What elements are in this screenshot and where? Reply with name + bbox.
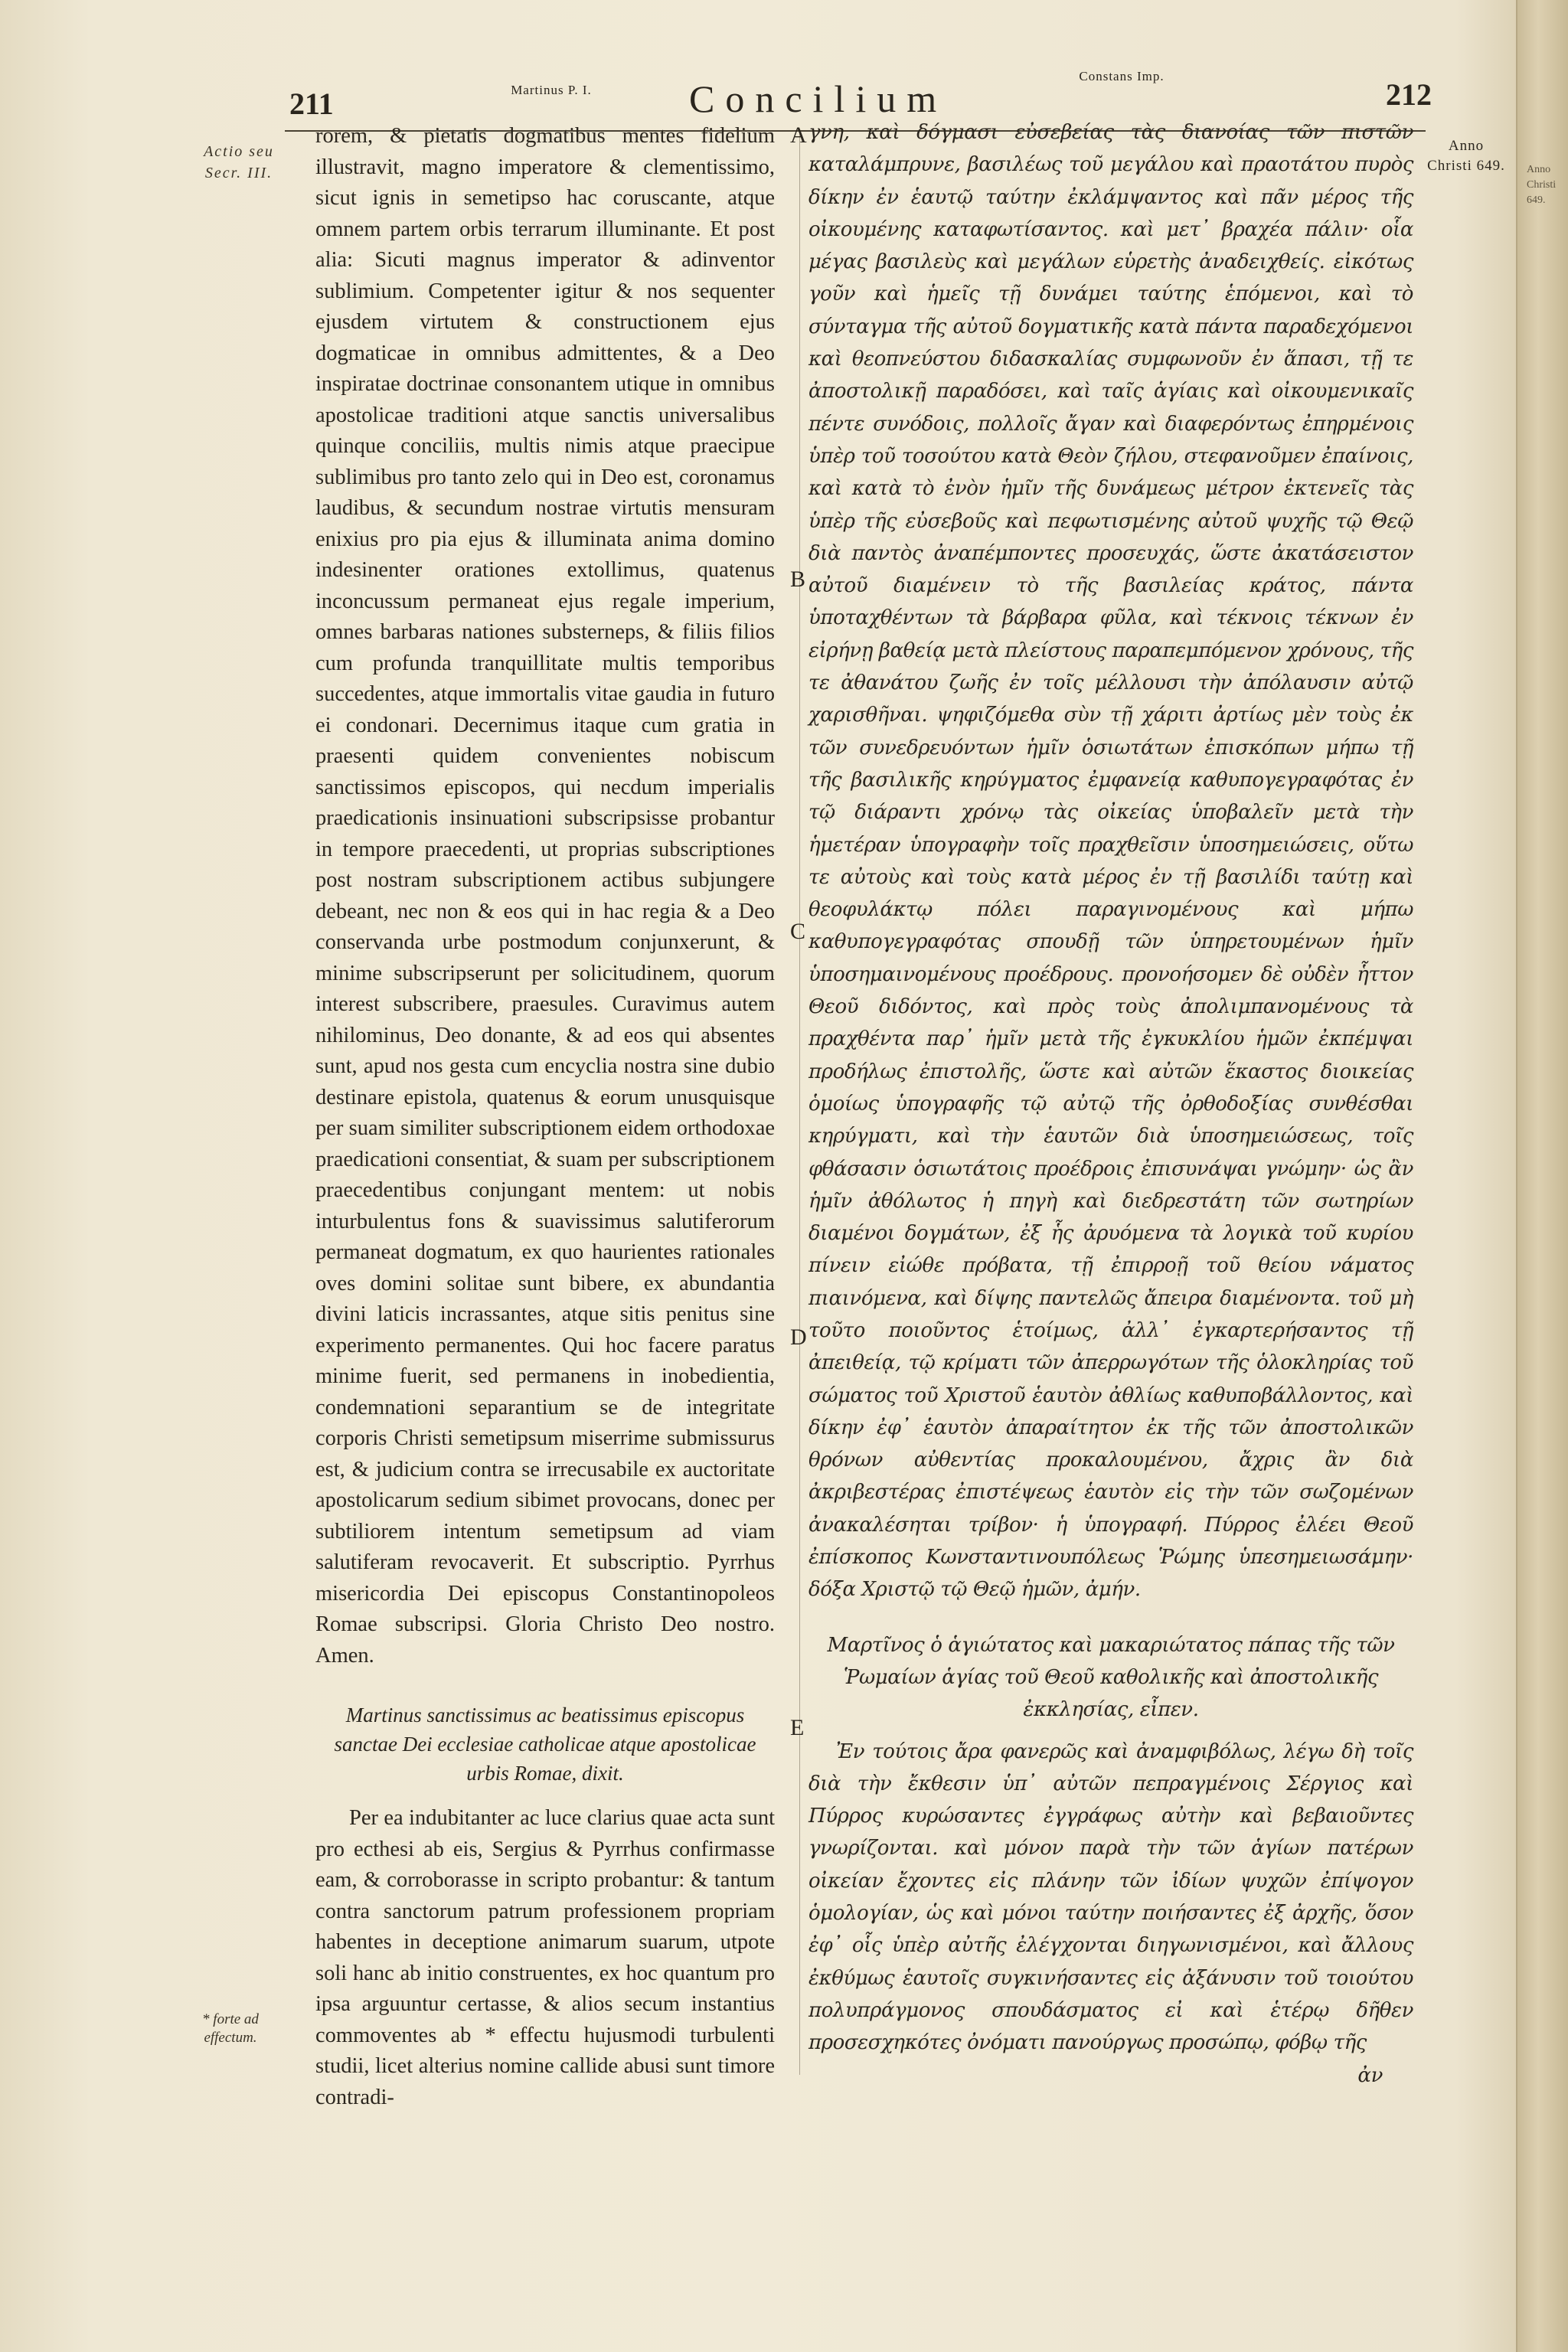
section-letter-a: A — [790, 122, 807, 148]
latin-column — [315, 121, 775, 2113]
page-number-right: 212 — [1386, 77, 1432, 112]
greek-column — [808, 116, 1413, 2092]
running-head-center: Concilium — [689, 77, 948, 120]
section-letter-b: B — [790, 567, 806, 592]
latin-paragraph-2: Per ea indubitanter ac luce clarius quae acta sunt pro ecthesi ab eis, Sergius & Pyrrhus confirmasse eam, & corroborasse in scripto probantur: & tantum contra sanctorum patrum professionem propriam habentes in deceptione animarum suarum, utpote soli hanc ab initio construentes, ex hoc quantum pro ipsa arguuntur certasse, & alios secum instantius commoventes ab * effectu hujusmodi turbulenti studii, licet alterius nomine callide abusi sunt timore contradi- — [315, 1806, 775, 2109]
facing-page-edge — [1516, 0, 1568, 2352]
greek-paragraph-1: γνη, καὶ δόγμασι εὐσεβείας τὰς διανοίας τῶν πιστῶν καταλάμπρυνε, βασιλέως τοῦ μεγάλου καὶ πραοτάτου πυρὸς δίκην ἐν ἑαυτῷ ταύτην ἐκλάμψαντος καὶ πᾶν μέρος τῆς οἰκουμένης καταφωτίσαντος. καὶ μετ᾽ βραχέα πάλιν· οἷα μέγας βασιλεὺς καὶ μεγάλων εὑρετὴς ἀναδειχθείς. εἰκότως γοῦν καὶ ἡμεῖς τῇ δυνάμει ταύτης ἑπόμενοι, καὶ τὸ σύνταγμα τῆς αὐτοῦ δογματικῆς κατὰ πάντα παραδεχόμενοι καὶ θεοπνεύστου διδασκαλίας συμφωνοῦν ἐν ἅπασι, τῇ τε ἀποστολικῇ παραδόσει, καὶ ταῖς ἁγίαις καὶ οἰκουμενικαῖς πέντε συνόδοις, πολλοῖς ἄγαν καὶ διαφερόντως ἐπηρμένοις ὑπὲρ τοῦ τοσούτου κατὰ Θεὸν ζήλου, στεφανοῦμεν ἐπαίνοις, καὶ κατὰ τὸ ἐνὸν ἡμῖν τῆς δυνάμεως μέτρον ἐκτενεῖς τὰς ὑπὲρ τῆς εὐσεβοῦς καὶ πεφωτισμένης αὐτοῦ ψυχῆς τῷ Θεῷ διὰ παντὸς ἀναπέμποντες προσευχάς, ὥστε ἀκατάσειστον αὐτοῦ διαμένειν τὸ τῆς βασιλείας κράτος, πάντα ὑποταχθέντων τὰ βάρβαρα φῦλα, καὶ τέκνοις τέκνων ἐν εἰρήνῃ βαθείᾳ μετὰ πλείστους παραπεμπόμενον χρόνους, τῆς τε ἀθανάτου ζωῆς ἐν τοῖς μέλλουσι τὴν ἀπόλαυσιν αὐτῷ χαρισθῆναι. ψηφιζόμεθα σὺν τῇ χάριτι ἀρτίως μὲν τοὺς ἐκ τῶν συνεδρευόντων ἡμῖν ὁσιωτάτων ἐπισκόπων μήπω τῇ τῆς βασιλικῆς κηρύγματος ἐμφανείᾳ καθυπογεγραφότας ἐν τῷ διάραντι χρόνῳ τὰς οἰκείας ὑποβαλεῖν μετὰ τὴν ἡμετέραν ὑπογραφὴν τοῖς πραχθεῖσιν ὑποσημειώσεις, οὕτω τε αὐτοὺς καὶ τοὺς κατὰ μέρος ἐν τῇ βασιλίδι ταύτῃ καὶ θεοφυλάκτῳ πόλει παραγινομένους καὶ μήπω καθυπογεγραφότας σπουδῇ τῶν ὑπηρετουμένων ἡμῖν ὑποσημαινομένους προέδρους. προνοήσομεν δὲ οὐδὲν ἧττον Θεοῦ διδόντος, καὶ πρὸς τοὺς ἀπολιμπανομένους τὰ πραχθέντα παρ᾽ ἡμῖν μετὰ τῆς ἐγκυκλίου ἡμῶν ἐκπέμψαι προδήλως ἐπιστολῆς, ὥστε καὶ αὐτῶν ἕκαστος διοικείας ὁμοίως ὑπογραφῆς τῷ αὐτῷ τῆς ὀρθοδοξίας συνθέσθαι κηρύγματι, καὶ τὴν ἑαυτῶν διὰ ὑποσημειώσεως, τοῖς φθάσασιν ὁσιωτάτοις προέδροις ἐπισυνάψαι γνώμην· ὡς ἂν ἡμῖν ἀθόλωτος ἡ πηγὴ καὶ διεδρεστάτη τῶν σωτηρίων διαμένοι δογμάτων, ἐξ ἧς ἀρυόμενα τὰ λογικὰ τοῦ κυρίου πίνειν εἰώθε πρόβατα, τῇ ἐπιρροῇ τοῦ θείου νάματος πιαινόμενα, καὶ δίψης παντελῶς ἄπειρα διαμένοντα. τοῦ μὴ τοῦτο ποιοῦντος ἑτοίμως, ἀλλ᾽ ἐγκαρτερήσαντος τῇ ἀπειθείᾳ, τῷ κρίματι τῶν ἀπερρωγότων τῆς ὁλοκληρίας τοῦ σώματος τοῦ Χριστοῦ ἑαυτὸν ἀθλίως καθυποβάλλοντος, καὶ δίκην ἐφ᾽ ἑαυτὸν ἀπαραίτητον ἐκ τῆς τῶν ἀποστολικῶν θρόνων αὐθεντίας προκαλουμένου, ἄχρις ἂν διὰ ἀκριβεστέρας ἐπιστέψεως ἑαυτὸν εἰς τὴν τῶν σωζομένων ἀνακαλέσηται τρίβον· ἡ ὑπογραφή. Πύρρος ἐλέει Θεοῦ ἐπίσκοπος Κωνσταντινουπόλεως Ῥώμης ὑπεσημειωσάμην· δόξα Χριστῷ τῷ Θεῷ ἡμῶν, ἀμήν. — [808, 121, 1413, 1602]
greek-paragraph-2: Ἐν τούτοις ἄρα φανερῶς καὶ ἀναμφιβόλως, λέγω δὴ τοῖς διὰ τὴν ἔκθεσιν ὑπ᾽ αὐτῶν πεπραγμένοις Σέργιος καὶ Πύρρος κυρώσαντες ἐγγράφως αὐτὴν καὶ βεβαιοῦντες γνωρίζονται. καὶ μόνον παρὰ τὴν τῶν ἁγίων πατέρων οἰκείαν ἔχοντες εἰς πλάνην τῶν ἰδίων ψυχῶν ἐπίψογον ὁμολογίαν, ὡς καὶ μόνοι ταύτην ποιήσαντες ἐξ ἀρχῆς, ὅσον ἐφ᾽ οἷς ὑπὲρ αὐτῆς ἐλέγχονται διηγωνισμένοι, καὶ ἄλλους ἐκθύμως ἑαυτοῖς συγκινήσαντες εἰς ἀξάνυσιν τοῦ τοιούτου πολυπράγμονος σπουδάσματος εἰ καὶ ἑτέρῳ δῆθεν προσεσχηκότες ὀνόματι πανούργως προσώπῳ, φόβῳ τῆς — [808, 1740, 1413, 2055]
margin-note-forte: * forte ad effectum. — [202, 2011, 259, 2046]
latin-paragraph-1: rorem, & pietatis dogmatibus mentes fidelium illustravit, magno imperatore & clementissimo, sicut ignis in semetipso hac coruscante, atque omnem partem orbis terrarum illuminante. Et post alia: Sicuti magnus imperator & adinventor sublimium. Competenter igitur & nos sequenter ejusdem virtutem & constructionem ejus dogmaticae in omnibus admittentes, & a Deo inspiratae doctrinae consonantem utique in omnibus apostolicae traditioni atque sanctis universalibus quinque conciliis, multis nimis atque praecipue sublimibus pro tanto zelo qui in Deo est, coronamus laudibus, & secundum nostrae virtutis mensuram enixius pro pia ejus & illuminata anima domino indesinenter orationes extollimus, quatenus inconcussum permaneat ejus regale imperium, omnes barbaras nationes substerneps, & filiis filios cum profunda tranquillitate multis temporibus succedentes, atque immortalis vitae gaudia in futuro ei condonari. Decernimus itaque cum gratia in praesenti quidem convenientes nobiscum sanctissimos episcopos, qui necdum imperialis praedicationis insinuationi subscripsisse probantur in tempore praecedenti, ut proprias subscriptiones post nostram subscriptionem actibus subjungere debeant, nec non & eos qui in hac regia & a Deo conservanda urbe postmodum conjunxerunt, & minime subscripserunt per solicitudinem, quorum interest subscribere, praesules. Curavimus autem nihilominus, Deo donante, & ad eos qui absentes sunt, apud nos gesta cum encyclia nostra sine dubio destinare epistola, quatenus & eorum unusquisque per suam similiter subscriptionem eidem orthodoxae praedicationi consentiat, & suam per subscriptionem praecedentibus conjungant mentem: ut nobis inturbulentus fons & suavissimus salutiferorum permaneat dogmatum, ex quo haurientes rationales oves domini solitae sunt bibere, ex abundantia divini laticis incrassantes, atque sitis penitus sine experimento permanentes. Qui hoc facere paratus minime fuerit, sed permanens in inobedientia, condemnationi separantium se de integritate corporis Christi semetipsum miserrime submissurus est, & judicium contra se irrecusabile ex auctoritate apostolicarum sedium sibimet provocans, donec per subtiliorem intentum semetipsum ad viam salutiferam revocaverit. Et subscriptio. Pyrrhus misericordia Dei episcopus Constantinopoleos Romae subscripsi. Gloria Christo Deo nostro. Amen. — [315, 124, 775, 1668]
catchword: ἀν — [1357, 2063, 1383, 2087]
facing-page-margin-note: Anno Christi 649. — [1527, 164, 1557, 206]
latin-speaker-heading: Martinus sanctissimus ac beatissimus episcopus sanctae Dei ecclesiae catholicae atque apostolicae urbis Romae, dixit. — [334, 1704, 756, 1785]
column-divider — [799, 130, 800, 2075]
running-head-right: Constans Imp. — [1079, 69, 1165, 83]
greek-speaker-heading: Μαρτῖνος ὁ ἁγιώτατος καὶ μακαριώτατος πάπας τῆς τῶν Ῥωμαίων ἁγίας τοῦ Θεοῦ καθολικῆς καὶ ἀποστολικῆς ἐκκλησίας, εἶπεν. — [827, 1633, 1395, 1722]
margin-note-anno: Anno Christi 649. — [1427, 138, 1505, 174]
section-letter-c: C — [790, 919, 806, 944]
running-head-left: Martinus P. I. — [511, 83, 592, 97]
page-number-left: 211 — [289, 87, 334, 121]
section-letter-d: D — [790, 1325, 807, 1350]
margin-note-actio: Actio seu Secr. III. — [204, 143, 274, 181]
section-letter-e: E — [790, 1715, 805, 1740]
